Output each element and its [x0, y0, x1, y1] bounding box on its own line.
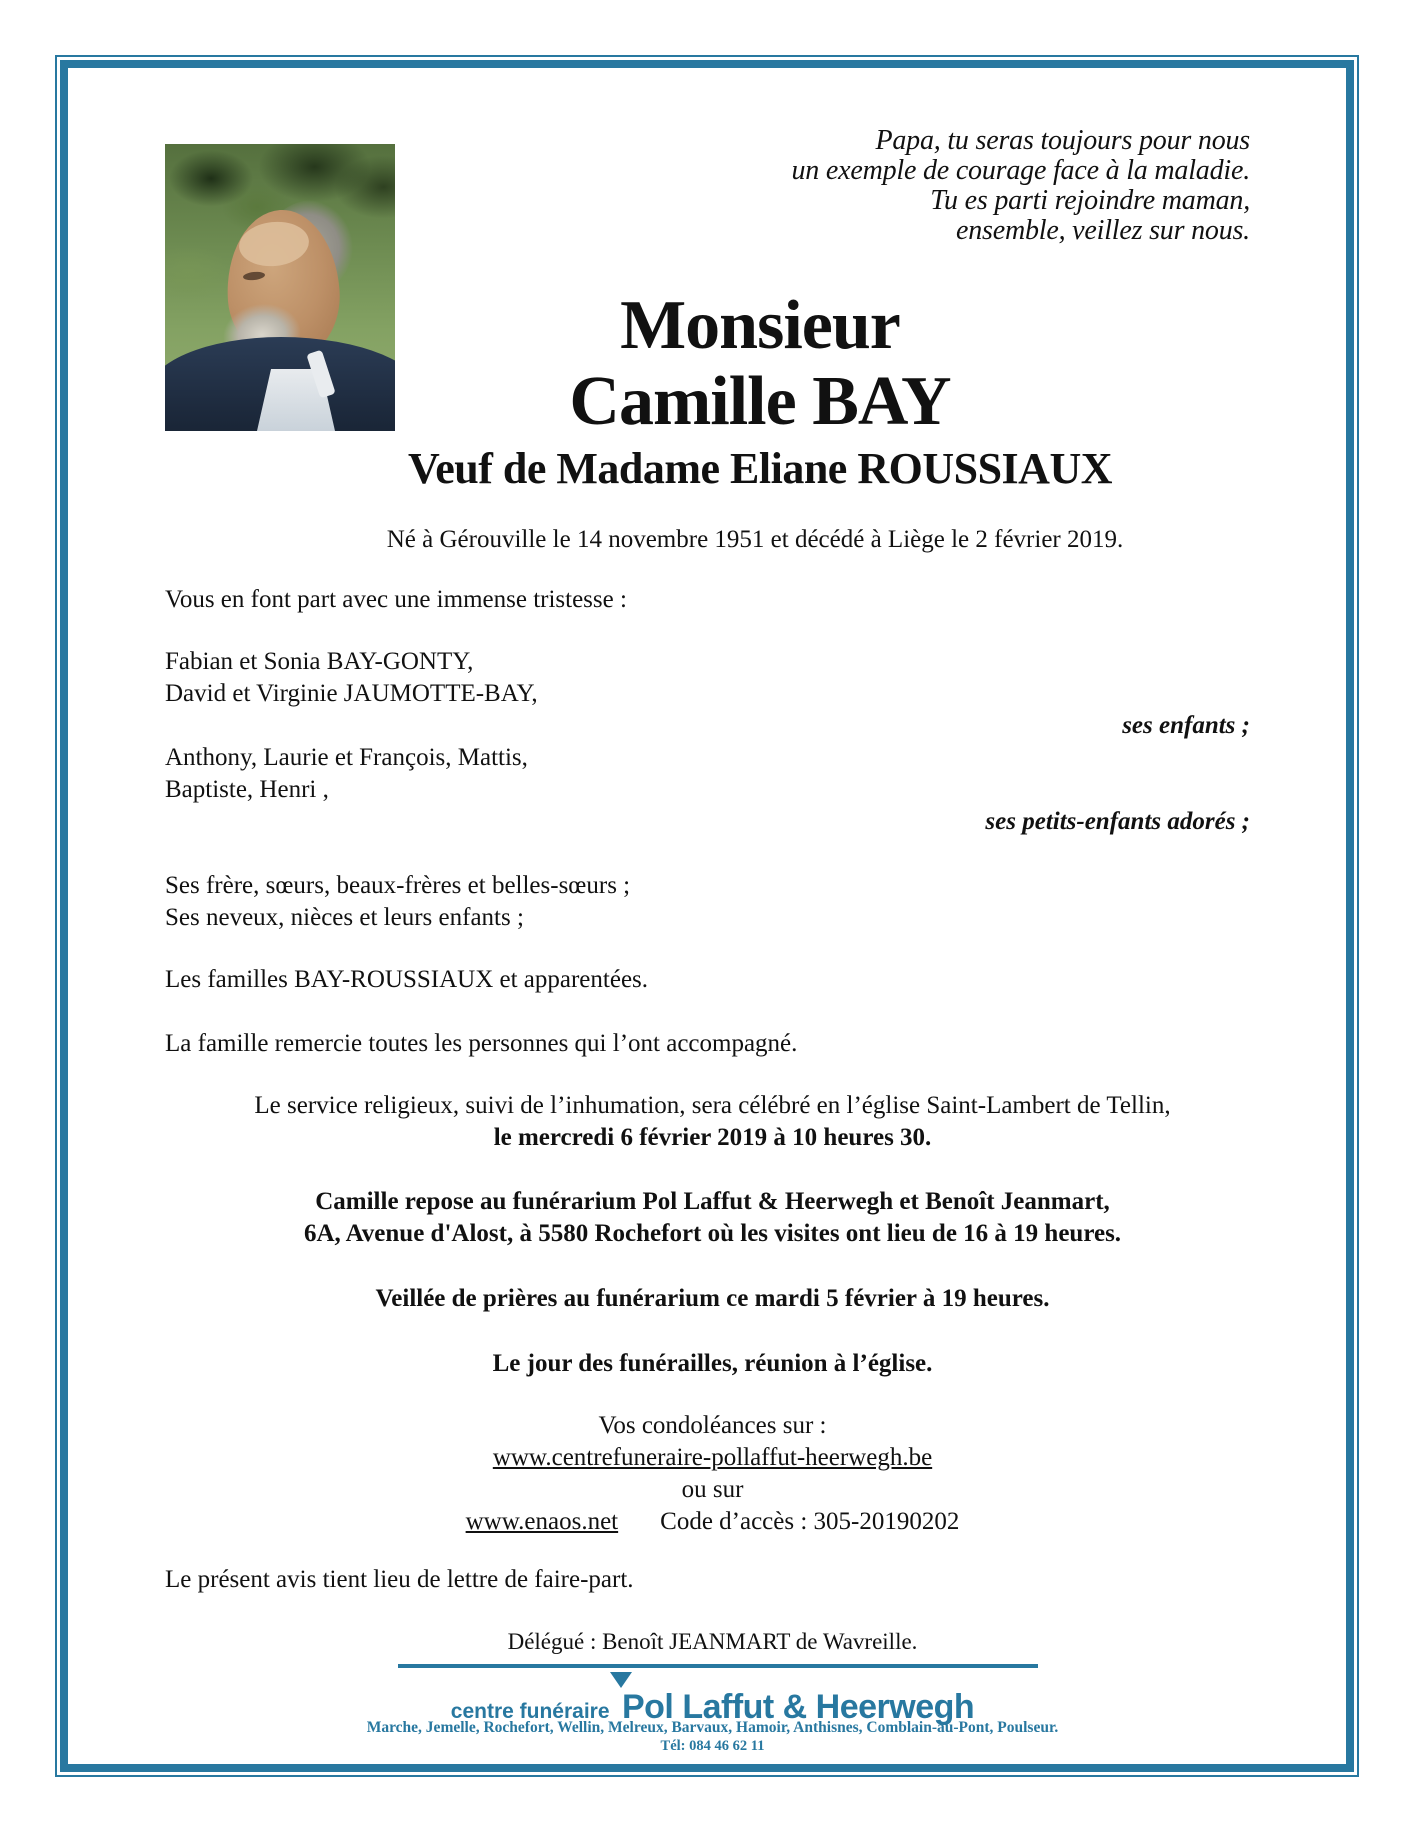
- families-line: Les familles BAY-ROUSSIAUX et apparentées.: [165, 966, 649, 993]
- footer-divider: [398, 1664, 1038, 1668]
- service-line: Le service religieux, suivi de l’inhumation, sera célébré en l’église Saint-Lambert de Tellin,: [254, 1092, 1171, 1119]
- intro-line: Vous en font part avec une immense tristesse :: [165, 586, 627, 613]
- relatives-line: Ses frère, sœurs, beaux-frères et belles-sœurs ;: [165, 872, 631, 899]
- title-salutation: Monsieur: [620, 287, 900, 364]
- condolences-site2-link[interactable]: www.enaos.net: [465, 1508, 619, 1535]
- access-code: Code d’accès : 305-20190202: [660, 1508, 960, 1535]
- repose-line: Camille repose au funérarium Pol Laffut & Heerwegh et Benoît Jeanmart,: [315, 1188, 1110, 1215]
- logo-triangle-icon: [610, 1672, 632, 1688]
- footer-phone: Tél: 084 46 62 11: [660, 1738, 765, 1754]
- epigraph-line: un exemple de courage face à la maladie.: [791, 155, 1250, 186]
- grandchildren-label: ses petits-enfants adorés ;: [985, 808, 1250, 835]
- notice-line: Le présent avis tient lieu de lettre de faire-part.: [165, 1566, 634, 1593]
- birth-death-line: Né à Gérouville le 14 novembre 1951 et décédé à Liège le 2 février 2019.: [386, 526, 1124, 553]
- vigil-line: Veillée de prières au funérarium ce mardi 5 février à 19 heures.: [375, 1285, 1050, 1312]
- condolences-site1-row: [165, 1442, 1260, 1474]
- grandchildren-line: Anthony, Laurie et François, Mattis,: [165, 744, 528, 771]
- condolences-site1-link[interactable]: www.centrefuneraire-pollaffut-heerwegh.be: [492, 1444, 933, 1471]
- repose-address: 6A, Avenue d'Alost, à 5580 Rochefort où les visites ont lieu de 16 à 19 heures.: [303, 1220, 1122, 1247]
- children-label: ses enfants ;: [1122, 712, 1250, 739]
- condolences-intro: Vos condoléances sur :: [598, 1412, 827, 1439]
- service-datetime: le mercredi 6 février 2019 à 10 heures 30.: [493, 1124, 932, 1151]
- footer-cities: Marche, Jemelle, Rochefort, Wellin, Melreux, Barvaux, Hamoir, Anthisnes, Comblain-au-Pont, Poulseur.: [366, 1719, 1059, 1736]
- delegate-line: Délégué : Benoît JEANMART de Wavreille.: [507, 1629, 918, 1654]
- epigraph: [791, 126, 1250, 246]
- brand-prefix: centre funéraire: [450, 1700, 610, 1723]
- epigraph-line: ensemble, veillez sur nous.: [956, 215, 1250, 246]
- children-line: David et Virginie JAUMOTTE-BAY,: [165, 680, 538, 707]
- reunion-line: Le jour des funérailles, réunion à l’église.: [492, 1350, 933, 1377]
- condolences-or: ou sur: [681, 1476, 744, 1503]
- thanks-line: La famille remercie toutes les personnes qui l’ont accompagné.: [165, 1030, 798, 1057]
- children-line: Fabian et Sonia BAY-GONTY,: [165, 648, 474, 675]
- title-subtitle: Veuf de Madame Eliane ROUSSIAUX: [407, 444, 1113, 493]
- epigraph-line: Papa, tu seras toujours pour nous: [875, 125, 1250, 156]
- epigraph-line: Tu es parti rejoindre maman,: [930, 185, 1250, 216]
- brand-name: Pol Laffut & Heerwegh: [621, 1688, 975, 1726]
- grandchildren-line: Baptiste, Henri ,: [165, 776, 329, 803]
- deceased-name: Camille BAY: [569, 363, 951, 440]
- relatives-line: Ses neveux, nièces et leurs enfants ;: [165, 904, 524, 931]
- condolences-site2-row: [165, 1506, 1260, 1538]
- title-block: [260, 288, 1260, 498]
